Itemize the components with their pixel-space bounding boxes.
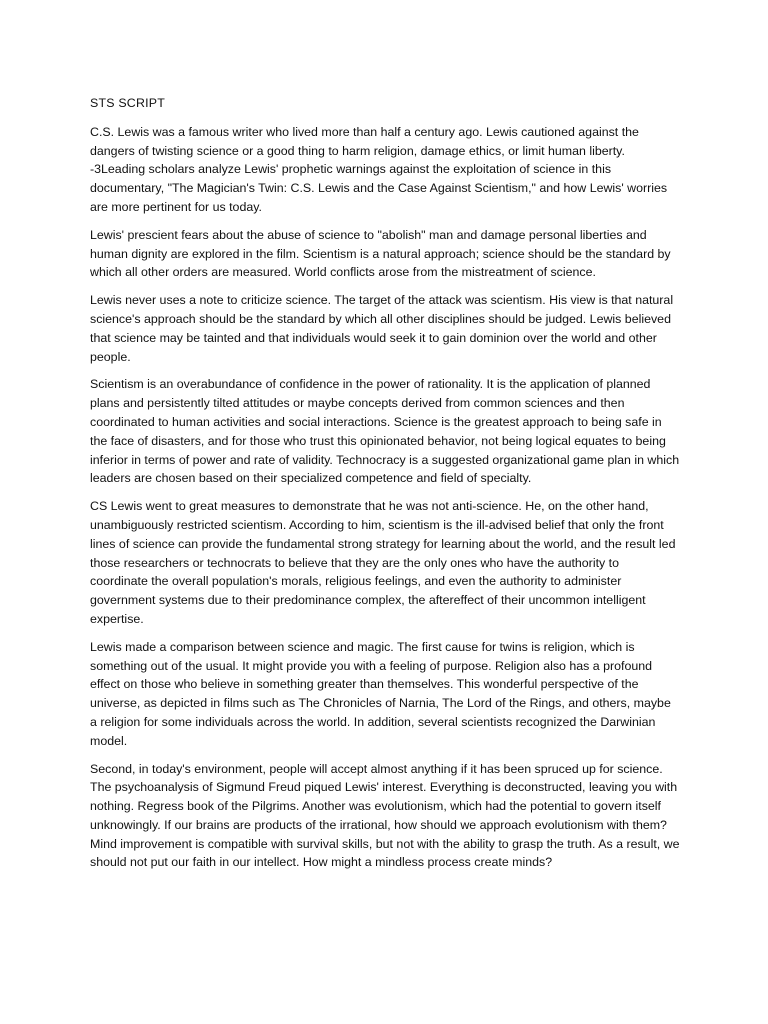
paragraph-5: CS Lewis went to great measures to demonstrate that he was not anti-science. He, on the other hand, unambiguously restricted scientism. According to him, scientism is the ill-advised belief that only the front lines of science can provide the fundamental strong strategy for learning about the world, and the result led those researchers or technocrats to believe that they are the only ones who have the authority to coordinate the overall population's morals, religious feelings, and even the authority to administer government systems due to their predominance complex, the aftereffect of their uncommon intelligent expertise. [90,499,676,626]
paragraph-1: C.S. Lewis was a famous writer who lived more than half a century ago. Lewis cautioned against the dangers of twisting science or a good thing to harm religion, damage ethics, or limit human liberty. -3Leading scholars analyze Lewis' prophetic warnings against the exploitation of science in this documentary, "The Magician's Twin: C.S. Lewis and the Case Against Scientism," and how Lewis' worries are more pertinent for us today. [90,124,668,214]
paragraph-2: Lewis' prescient fears about the abuse of science to "abolish" man and damage personal liberties and human dignity are explored in the film. Scientism is a natural approach; science should be the standard by which all other orders are measured. World conflicts arose from the mistreatment of science. [90,227,671,280]
paragraph-3: Lewis never uses a note to criticize science. The target of the attack was scientism. His view is that natural science's approach should be the standard by which all other disciplines should be judged. Lewis believed that science may be tainted and that individuals would seek it to gain dominion over the world and other people. [90,293,674,364]
paragraph-4: Scientism is an overabundance of confidence in the power of rationality. It is the application of planned plans and persistently tilted attitudes or maybe concepts derived from common sciences and then coordinated to human activities and social interactions. Science is the greatest approach to being safe in the face of disasters, and for those who trust this opinionated behavior, not being logical equates to being inferior in terms of power and rate of validity. Technocracy is a suggested organizational game plan in which leaders are chosen based on their specialized competence and field of specialty. [90,377,680,486]
paragraph-6: Lewis made a comparison between science and magic. The first cause for twins is religion, which is something out of the usual. It might provide you with a feeling of purpose. Religion also has a profound effect on those who believe in something greater than themselves. This wonderful perspective of the universe, as depicted in films such as The Chronicles of Narnia, The Lord of the Rings, and others, maybe a religion for some individuals across the world. In addition, several scientists recognized the Darwinian model. [90,639,671,748]
document-body [90,94,680,881]
document-title: STS SCRIPT [90,96,165,110]
paragraph-7: Second, in today's environment, people will accept almost anything if it has been spruced up for science. The psychoanalysis of Sigmund Freud piqued Lewis' interest. Everything is deconstructed, leaving you with nothing. Regress book of the Pilgrims. Another was evolutionism, which had the potential to govern itself unknowingly. If our brains are products of the irrational, how should we approach evolutionism with them? Mind improvement is compatible with survival skills, but not with the ability to grasp the truth. As a result, we should not put our faith in our intellect. How might a mindless process create minds? [90,761,680,870]
